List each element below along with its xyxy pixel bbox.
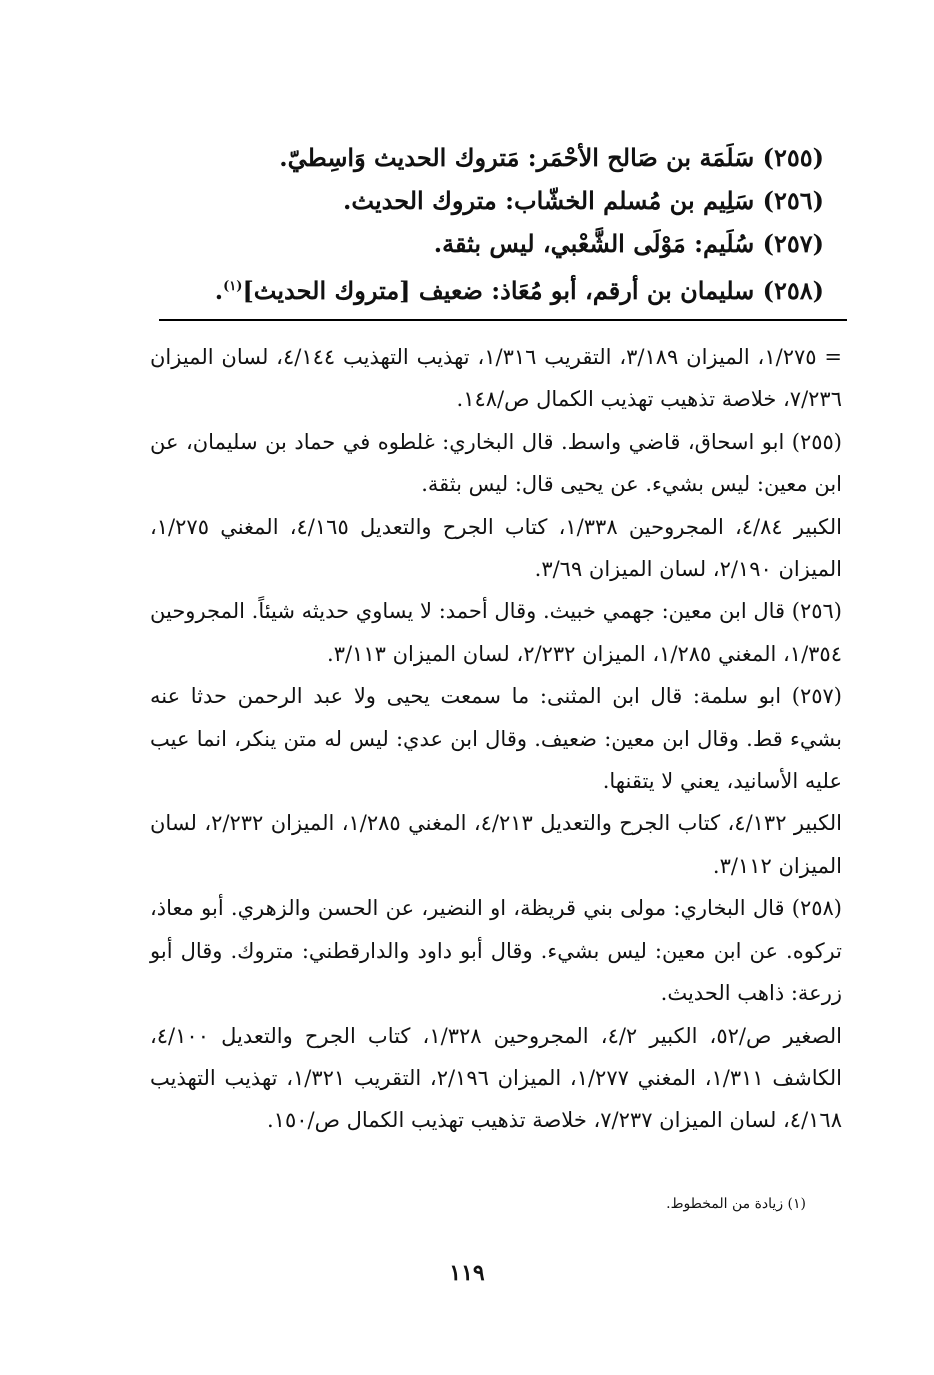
entry-256: (٢٥٦) سَلِيم بن مُسلم الخشّاب: متروك الحديث. [343,186,824,215]
footnote-marker: (١) [223,279,243,294]
entry-258-text: (٢٥٨) سليمان بن أرقم، أبو مُعَاذ: ضعيف [متروك الحديث] [242,276,824,305]
note-255-sources: الكبير ٤/٨٤، المجروحين ١/٣٣٨، كتاب الجرح والتعديل ٤/١٦٥، المغني ١/٢٧٥، الميزان ٢/١٩٠، لسان الميزان ٣/٦٩. [150,514,842,582]
note-257: (٢٥٧) ابو سلمة: قال ابن المثنى: ما سمعت يحيى ولا عبد الرحمن حدثا عنه بشيء قط. وقال ابن معين: ضعيف. وقال ابن عدي: ليس له متن ينكر، انما عيب عليه الأسانيد، يعني لا يتقنها. [150,684,842,794]
footnote-separator [159,319,847,321]
footnote: (١) زيادة من المخطوط. [666,1196,806,1212]
entry-258 [214,265,824,312]
entry-257: (٢٥٧) سُلَيم: مَوْلَى الشَّعْبي، ليس بثقة. [433,229,824,258]
entry-258-end: . [214,276,224,305]
entry-255: (٢٥٥) سَلَمَة بن صَالح الأحْمَر: مَتروك الحديث وَاسِطيّ. [279,143,824,172]
page-number: ١١٩ [449,1260,485,1286]
note-255: (٢٥٥) ابو اسحاق، قاضي واسط. قال البخاري: غلطوه في حماد بن سليمان، عن ابن معين: ليس بشيء. عن يحيى قال: ليس بثقة. [150,429,842,497]
note-continuation: = ١/٢٧٥، الميزان ٣/١٨٩، التقريب ١/٣١٦، تهذيب التهذيب ٤/١٤٤، لسان الميزان ٧/٢٣٦، خلاصة تذهيب تهذيب الكمال ص/١٤٨. [150,345,842,412]
main-entries [214,136,824,312]
note-257-sources: الكبير ٤/١٣٢، كتاب الجرح والتعديل ٤/٢١٣، المغني ١/٢٨٥، الميزان ٢/٢٣٢، لسان الميزان ٣/١١٢. [150,811,842,878]
editor-notes [150,336,842,1142]
note-258-sources: الصغير ص/٥٢، الكبير ٤/٢، المجروحين ١/٣٢٨، كتاب الجرح والتعديل ٤/١٠٠، الكاشف ١/٣١١، المغني ١/٢٧٧، الميزان ٢/١٩٦، التقريب ١/٣٢١، تهذيب التهذيب ٤/١٦٨، لسان الميزان ٧/٢٣٧، خلاصة تذهيب تهذيب الكمال ص/١٥٠. [150,1023,843,1133]
note-256: (٢٥٦) قال ابن معين: جهمي خبيث. وقال أحمد: لا يساوي حديثه شيئاً. المجروحين ١/٣٥٤، المغني ١/٢٨٥، الميزان ٢/٢٣٢، لسان الميزان ٣/١١٣. [150,599,842,666]
note-258: (٢٥٨) قال البخاري: مولى بني قريظة، او النضير، عن الحسن والزهري. أبو معاذ، تركوه. عن ابن معين: ليس بشيء. وقال أبو داود والدارقطني: متروك. وقال أبو زرعة: ذاهب الحديث. [150,896,842,1006]
